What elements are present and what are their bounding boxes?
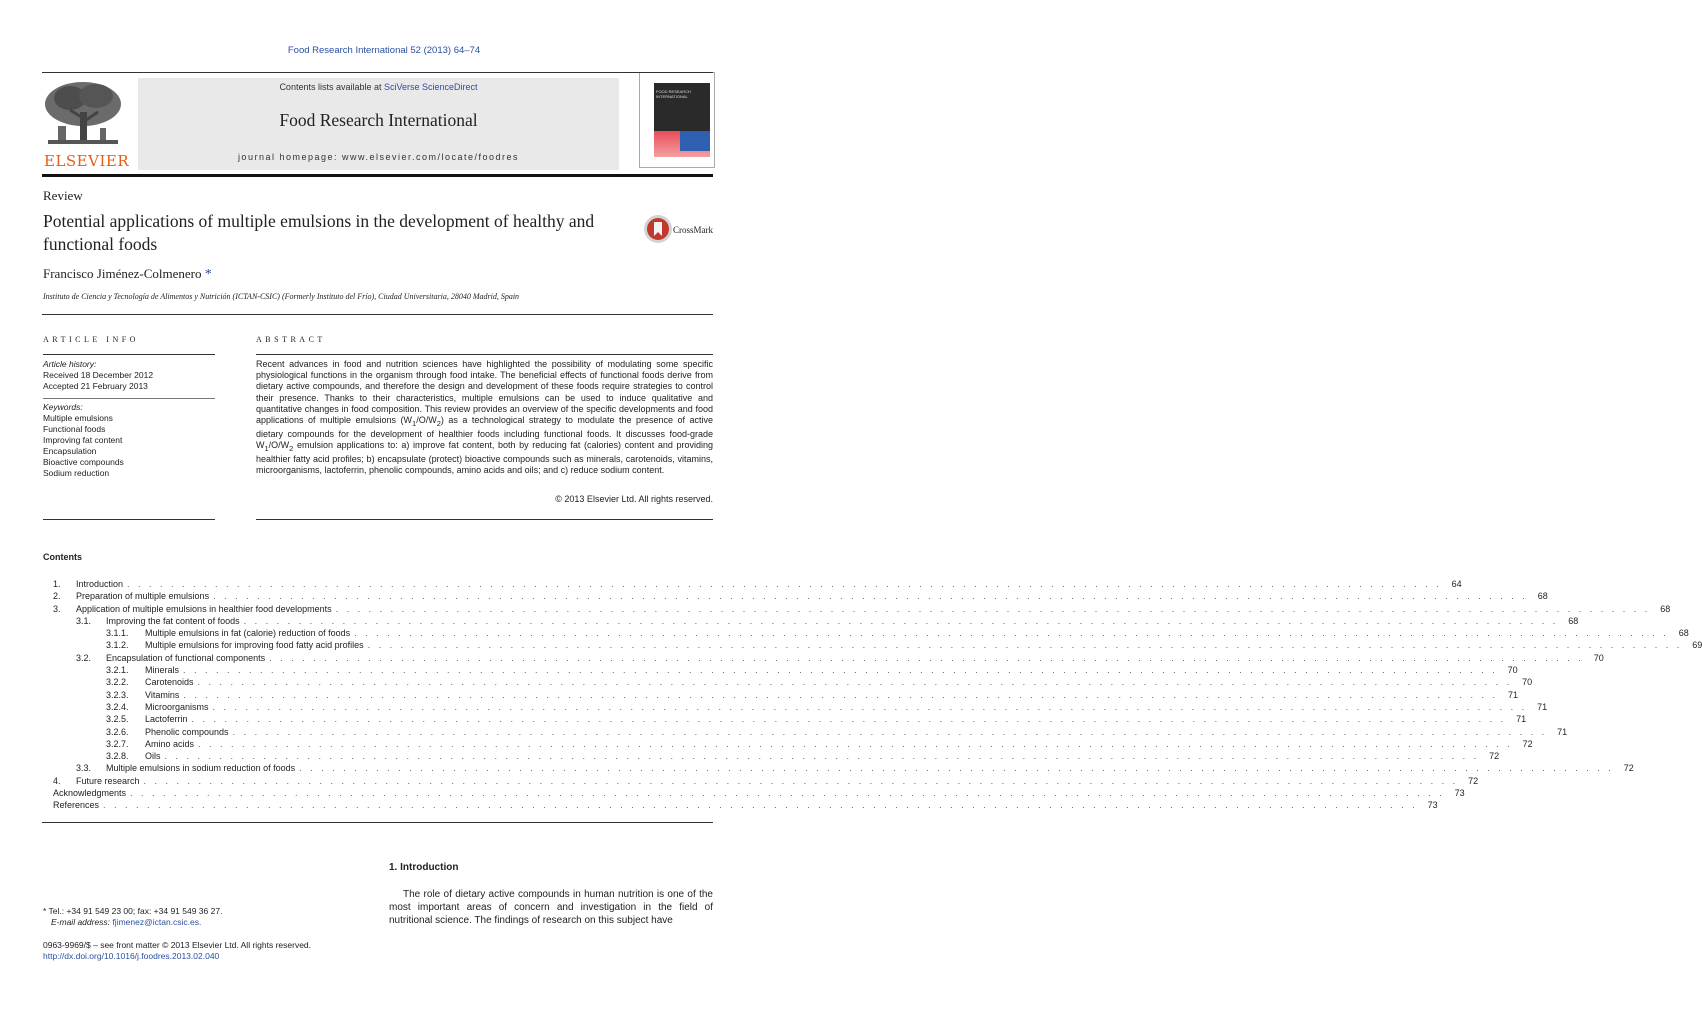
toc-page-number: 64 xyxy=(1451,579,1462,589)
journal-citation[interactable]: Food Research International 52 (2013) 64–74 xyxy=(287,45,481,56)
keyword-item: Bioactive compounds xyxy=(43,457,124,467)
toc-leader-dots: . . . . . . . . . . . . . . . . . . . . . . . . . . . . . . . . . . . . . . . . . . . . . . . . . . . . . . . . . . . . . . . . . . . . . . . . . . . . . . . . . . . . . . . . . . . . . . . . . . . . . . . . . . . . . . . . . . . . . . . . xyxy=(127,579,1442,589)
toc-page-number: 73 xyxy=(1427,800,1438,811)
toc-number: 2. xyxy=(53,591,61,602)
toc-leader-dots: . . . . . . . . . . . . . . . . . . . . . . . . . . . . . . . . . . . . . . . . . . . . . . . . . . . . . . . . . . . . . . . . . . . . . . . . . . . . . . . . . . . . . . . . . . . . . . . . . . . . . . . . . . . . . . . . . . . . . . . . xyxy=(103,800,1418,811)
crossmark-icon xyxy=(643,214,673,244)
toc-page-number: 72 xyxy=(1489,751,1500,762)
toc-entry[interactable] xyxy=(43,701,1548,713)
keyword-item: Improving fat content xyxy=(43,435,123,445)
keywords-block xyxy=(43,402,215,479)
toc-title[interactable]: Vitamins xyxy=(145,689,180,700)
doi-link[interactable]: http://dx.doi.org/10.1016/j.foodres.2013.02.040 xyxy=(43,951,220,961)
toc-title[interactable]: Encapsulation of functional components xyxy=(106,652,266,663)
abstract-bottom-rule xyxy=(256,519,713,520)
toc-number: 1. xyxy=(53,579,61,589)
homepage-prefix: journal homepage: xyxy=(237,152,342,162)
abstract-rule xyxy=(256,354,713,355)
toc-leader-dots: . . . . . . . . . . . . . . . . . . . . . . . . . . . . . . . . . . . . . . . . . . . . . . . . . . . . . . . . . . . . . . . . . . . . . . . . . . . . . . . . . . . . . . . . . . . . . . . . . . . . . . . . . . . . . . . . . . . . . . . . xyxy=(164,751,1480,762)
toc-number: 3.2.7. xyxy=(106,738,129,749)
toc-entry[interactable] xyxy=(43,762,1634,774)
keyword-item: Multiple emulsions xyxy=(43,413,113,423)
keyword-item: Functional foods xyxy=(43,424,106,434)
contents-heading: Contents xyxy=(43,552,82,562)
toc-number: 3.3. xyxy=(76,763,92,774)
journal-homepage-line xyxy=(138,152,619,162)
received-date: Received 18 December 2012 xyxy=(43,370,154,380)
header-top-rule xyxy=(42,72,713,73)
toc-leader-dots: . . . . . . . . . . . . . . . . . . . . . . . . . . . . . . . . . . . . . . . . . . . . . . . . . . . . . . . . . . . . . . . . . . . . . . . . . . . . . . . . . . . . . . . . . . . . . . . . . . . . . . . . . . . . . . . . . . . . . . . . xyxy=(212,701,1528,712)
toc-number: 3.1. xyxy=(76,615,92,626)
toc-entry[interactable] xyxy=(43,603,1671,615)
cover-title: FOOD RESEARCH INTERNATIONAL xyxy=(656,89,691,99)
toc-entry[interactable] xyxy=(43,664,1518,676)
toc-page-number: 72 xyxy=(1468,775,1479,786)
homepage-link[interactable]: www.elsevier.com/locate/foodres xyxy=(342,152,520,162)
toc-title[interactable]: Microorganisms xyxy=(145,701,209,712)
toc-number: 3.2.8. xyxy=(106,751,129,762)
toc-leader-dots: . . . . . . . . . . . . . . . . . . . . . . . . . . . . . . . . . . . . . . . . . . . . . . . . . . . . . . . . . . . . . . . . . . . . . . . . . . . . . . . . . . . . . . . . . . . . . . . . . . . . . . . . . . . . . . . . . . . . . . . . xyxy=(191,714,1507,725)
abstract-heading: ABSTRACT xyxy=(256,335,326,344)
toc-page-number: 70 xyxy=(1522,677,1533,688)
toc-page-number: 69 xyxy=(1692,640,1702,651)
toc-title[interactable]: Introduction xyxy=(76,579,124,589)
toc-number: 3.1.1. xyxy=(106,628,129,639)
toc-entry[interactable] xyxy=(43,652,1604,664)
toc-entry[interactable] xyxy=(43,639,1702,651)
toc-leader-dots: . . . . . . . . . . . . . . . . . . . . . . . . . . . . . . . . . . . . . . . . . . . . . . . . . . . . . . . . . . . . . . . . . . . . . . . . . . . . . . . . . . . . . . . . . . . . . . . . . . . . . . . . . . . . . . . . . . . . . . . . xyxy=(183,665,1498,676)
journal-cover-thumbnail[interactable] xyxy=(639,72,715,168)
toc-number: 3.2.6. xyxy=(106,726,129,737)
contact-email-line xyxy=(43,917,343,928)
toc-title[interactable]: Lactoferrin xyxy=(145,714,188,725)
toc-leader-dots: . . . . . . . . . . . . . . . . . . . . . . . . . . . . . . . . . . . . . . . . . . . . . . . . . . . . . . . . . . . . . . . . . . . . . . . . . . . . . . . . . . . . . . . . . . . . . . . . . . . . . . . . . . . . . . . . . . . . . . . . xyxy=(197,677,1513,688)
toc-leader-dots: . . . . . . . . . . . . . . . . . . . . . . . . . . . . . . . . . . . . . . . . . . . . . . . . . . . . . . . . . . . . . . . . . . . . . . . . . . . . . . . . . . . . . . . . . . . . . . . . . . . . . . . . . . . . . . . . . . . . . . . . xyxy=(213,591,1528,602)
toc-leader-dots: . . . . . . . . . . . . . . . . . . . . . . . . . . . . . . . . . . . . . . . . . . . . . . . . . . . . . . . . . . . . . . . . . . . . . . . . . . . . . . . . . . . . . . . . . . . . . . . . . . . . . . . . . . . . . . . . . . . . . . . . xyxy=(335,603,1651,614)
toc-number: 3.1.2. xyxy=(106,640,129,651)
toc-number: 3. xyxy=(53,603,61,614)
article-info-rule xyxy=(43,354,215,355)
toc-title[interactable]: Carotenoids xyxy=(145,677,194,688)
toc-page-number: 71 xyxy=(1507,689,1518,700)
email-link[interactable]: fjimenez@ictan.csic.es. xyxy=(112,917,202,927)
toc-number: 3.2. xyxy=(76,652,92,663)
toc-entry[interactable] xyxy=(43,750,1500,762)
toc-page-number: 68 xyxy=(1537,591,1548,602)
toc-page-number: 71 xyxy=(1537,701,1548,712)
toc-leader-dots: . . . . . . . . . . . . . . . . . . . . . . . . . . . . . . . . . . . . . . . . . . . . . . . . . . . . . . . . . . . . . . . . . . . . . . . . . . . . . . . . . . . . . . . . . . . . . . . . . . . . . . . . . . . . . . . . . . . . . . . . xyxy=(143,775,1459,786)
toc-title[interactable]: Future research xyxy=(76,775,140,786)
toc-leader-dots: . . . . . . . . . . . . . . . . . . . . . . . . . . . . . . . . . . . . . . . . . . . . . . . . . . . . . . . . . . . . . . . . . . . . . . . . . . . . . . . . . . . . . . . . . . . . . . . . . . . . . . . . . . . . . . . . . . . . . . . . xyxy=(183,689,1498,700)
introduction-paragraph: The role of dietary active compounds in human nutrition is one of the most important areas of concern and investigation in the field of nutritional science. The findings of research on this subject have xyxy=(389,889,713,926)
header-bottom-rule xyxy=(42,174,713,177)
toc-page-number: 70 xyxy=(1593,652,1604,663)
toc-page-number: 70 xyxy=(1507,665,1518,676)
corresponding-author-mark[interactable]: * xyxy=(204,267,212,282)
keyword-item: Sodium reduction xyxy=(43,468,110,478)
toc-title[interactable]: Amino acids xyxy=(145,738,195,749)
toc-title[interactable]: Minerals xyxy=(145,665,180,676)
author-footnote xyxy=(43,906,343,928)
toc-title[interactable]: References xyxy=(53,800,100,811)
toc-leader-dots: . . . . . . . . . . . . . . . . . . . . . . . . . . . . . . . . . . . . . . . . . . . . . . . . . . . . . . . . . . . . . . . . . . . . . . . . . . . . . . . . . . . . . . . . . . . . . . . . . . . . . . . . . . . . . . . . . . . . . . . . xyxy=(299,763,1614,774)
toc-title[interactable]: Multiple emulsions in fat (calorie) reduction of foods xyxy=(145,628,351,639)
contents-prefix: Contents lists available at xyxy=(279,82,384,92)
journal-title: Food Research International xyxy=(279,110,478,130)
cover-blue-panel xyxy=(680,131,710,151)
toc-title[interactable]: Oils xyxy=(145,751,161,762)
crossmark-label[interactable]: CrossMark xyxy=(673,225,713,235)
toc-leader-dots: . . . . . . . . . . . . . . . . . . . . . . . . . . . . . . . . . . . . . . . . . . . . . . . . . . . . . . . . . . . . . . . . . . . . . . . . . . . . . . . . . . . . . . . . . . . . . . . . . . . . . . . . . . . . . . . . . . . . . . . . xyxy=(354,628,1669,639)
author-line xyxy=(43,266,212,283)
front-matter xyxy=(43,940,363,962)
toc-number: 3.2.1. xyxy=(106,665,129,676)
toc-number: 3.2.3. xyxy=(106,689,129,700)
toc-entry[interactable] xyxy=(43,775,1479,787)
author-affiliation: Instituto de Ciencia y Tecnología de Alimentos y Nutrición (ICTAN-CSIC) (Formerly Instituto del Frío), Ciudad Universitaria, 28040 Madrid, Spain xyxy=(43,292,520,301)
toc-leader-dots: . . . . . . . . . . . . . . . . . . . . . . . . . . . . . . . . . . . . . . . . . . . . . . . . . . . . . . . . . . . . . . . . . . . . . . . . . . . . . . . . . . . . . . . . . . . . . . . . . . . . . . . . . . . . . . . . . . . . . . . . xyxy=(367,640,1683,651)
toc-title[interactable]: Application of multiple emulsions in healthier food developments xyxy=(76,603,332,614)
toc-title[interactable]: Improving the fat content of foods xyxy=(106,615,240,626)
toc-page-number: 71 xyxy=(1557,726,1568,737)
toc-entry[interactable] xyxy=(43,738,1533,750)
toc-page-number: 72 xyxy=(1623,763,1634,774)
toc-entry[interactable] xyxy=(43,787,1465,799)
email-label: E-mail address: xyxy=(51,917,111,927)
article-title: Potential applications of multiple emulsions in the development of healthy and functional foods xyxy=(43,211,595,254)
article-type: Review xyxy=(43,188,83,203)
toc-number: 3.2.4. xyxy=(106,701,129,712)
contact-phone: * Tel.: +34 91 549 23 00; fax: +34 91 549 36 27. xyxy=(43,906,223,916)
toc-page-number: 72 xyxy=(1522,738,1533,749)
toc-title[interactable]: Acknowledgments xyxy=(53,788,127,799)
toc-leader-dots: . . . . . . . . . . . . . . . . . . . . . . . . . . . . . . . . . . . . . . . . . . . . . . . . . . . . . . . . . . . . . . . . . . . . . . . . . . . . . . . . . . . . . . . . . . . . . . . . . . . . . . . . . . . . . . . . . . . . . . . . xyxy=(130,788,1445,799)
keywords-label: Keywords: xyxy=(43,402,83,412)
article-history xyxy=(43,359,215,392)
toc-page-number: 71 xyxy=(1516,714,1527,725)
history-label: Article history: xyxy=(43,359,97,369)
abstract-copyright: © 2013 Elsevier Ltd. All rights reserved. xyxy=(555,494,713,504)
toc-entry[interactable] xyxy=(43,578,1462,590)
table-of-contents xyxy=(43,578,1702,812)
toc-title[interactable]: Multiple emulsions in sodium reduction of foods xyxy=(106,763,296,774)
contents-bottom-rule xyxy=(42,822,713,823)
tree-icon xyxy=(40,78,126,150)
article-info-heading: ARTICLE INFO xyxy=(43,335,139,344)
introduction-heading: 1. Introduction xyxy=(389,862,459,873)
toc-entry[interactable] xyxy=(43,615,1579,627)
history-keywords-divider xyxy=(43,398,215,399)
issn-line: 0963-9969/$ – see front matter © 2013 Elsevier Ltd. All rights reserved. xyxy=(43,940,312,950)
toc-title[interactable]: Preparation of multiple emulsions xyxy=(76,591,210,602)
toc-leader-dots: . . . . . . . . . . . . . . . . . . . . . . . . . . . . . . . . . . . . . . . . . . . . . . . . . . . . . . . . . . . . . . . . . . . . . . . . . . . . . . . . . . . . . . . . . . . . . . . . . . . . . . . . . . . . . . . . . . . . . . . . xyxy=(269,652,1584,663)
toc-title[interactable]: Phenolic compounds xyxy=(145,726,229,737)
toc-leader-dots: . . . . . . . . . . . . . . . . . . . . . . . . . . . . . . . . . . . . . . . . . . . . . . . . . . . . . . . . . . . . . . . . . . . . . . . . . . . . . . . . . . . . . . . . . . . . . . . . . . . . . . . . . . . . . . . . . . . . . . . . xyxy=(243,615,1559,626)
toc-entry[interactable] xyxy=(43,799,1438,811)
accepted-date: Accepted 21 February 2013 xyxy=(43,381,148,391)
toc-entry[interactable] xyxy=(43,689,1518,701)
toc-number: 3.2.2. xyxy=(106,677,129,688)
toc-entry[interactable] xyxy=(43,676,1533,688)
toc-entry[interactable] xyxy=(43,713,1527,725)
toc-page-number: 68 xyxy=(1678,628,1689,639)
toc-entry[interactable] xyxy=(43,590,1548,602)
abstract-text: Recent advances in food and nutrition sciences have highlighted the possibility of modulating some specific physiological functions in the organism through food intake. The beneficial effects of functional foods derive from dietary active compounds, and therefore the design and development of these foods require strategies to control their presence. Thanks to their characteristics, multiple emulsions can be used to induce qualitative and quantitative changes in food composition. This review provides an overview of the specific developments and food applications of multiple emulsions $(W_1/O/W_2)$ as a technological strategy to modulate the presence of active dietary compounds for the development of healthier foods including functional foods. It discusses food-grade $W_1/O/W_2$ emulsion applications to: a) improve fat content, both by reducing fat (calories) content and providing healthier fatty acid profiles; b) encapsulate (protect) bioactive compounds such as minerals, carotenoids, vitamins, microorganisms, lactoferrin, phenolic compounds, amino acids and oils; and c) reduce sodium content. xyxy=(256,359,713,476)
toc-number: 3.2.5. xyxy=(106,714,129,725)
author-name[interactable]: Francisco Jiménez-Colmenero xyxy=(43,266,202,281)
toc-number: 4. xyxy=(53,775,61,786)
publisher-logo-text: ELSEVIER xyxy=(44,152,130,170)
toc-entry[interactable] xyxy=(43,627,1689,639)
contents-availability-line xyxy=(138,82,619,92)
toc-page-number: 73 xyxy=(1454,788,1465,799)
toc-page-number: 68 xyxy=(1660,603,1671,614)
toc-leader-dots: . . . . . . . . . . . . . . . . . . . . . . . . . . . . . . . . . . . . . . . . . . . . . . . . . . . . . . . . . . . . . . . . . . . . . . . . . . . . . . . . . . . . . . . . . . . . . . . . . . . . . . . . . . . . . . . . . . . . . . . . xyxy=(198,738,1513,749)
toc-entry[interactable] xyxy=(43,726,1568,738)
keyword-item: Encapsulation xyxy=(43,446,97,456)
toc-page-number: 68 xyxy=(1568,615,1579,626)
heading-divider xyxy=(42,314,713,315)
sciencedirect-link[interactable]: SciVerse ScienceDirect xyxy=(384,82,478,92)
toc-title[interactable]: Multiple emulsions for improving food fatty acid profiles xyxy=(145,640,364,651)
toc-leader-dots: . . . . . . . . . . . . . . . . . . . . . . . . . . . . . . . . . . . . . . . . . . . . . . . . . . . . . . . . . . . . . . . . . . . . . . . . . . . . . . . . . . . . . . . . . . . . . . . . . . . . . . . . . . . . . . . . . . . . . . . . xyxy=(232,726,1548,737)
article-info-bottom-rule xyxy=(43,519,215,520)
